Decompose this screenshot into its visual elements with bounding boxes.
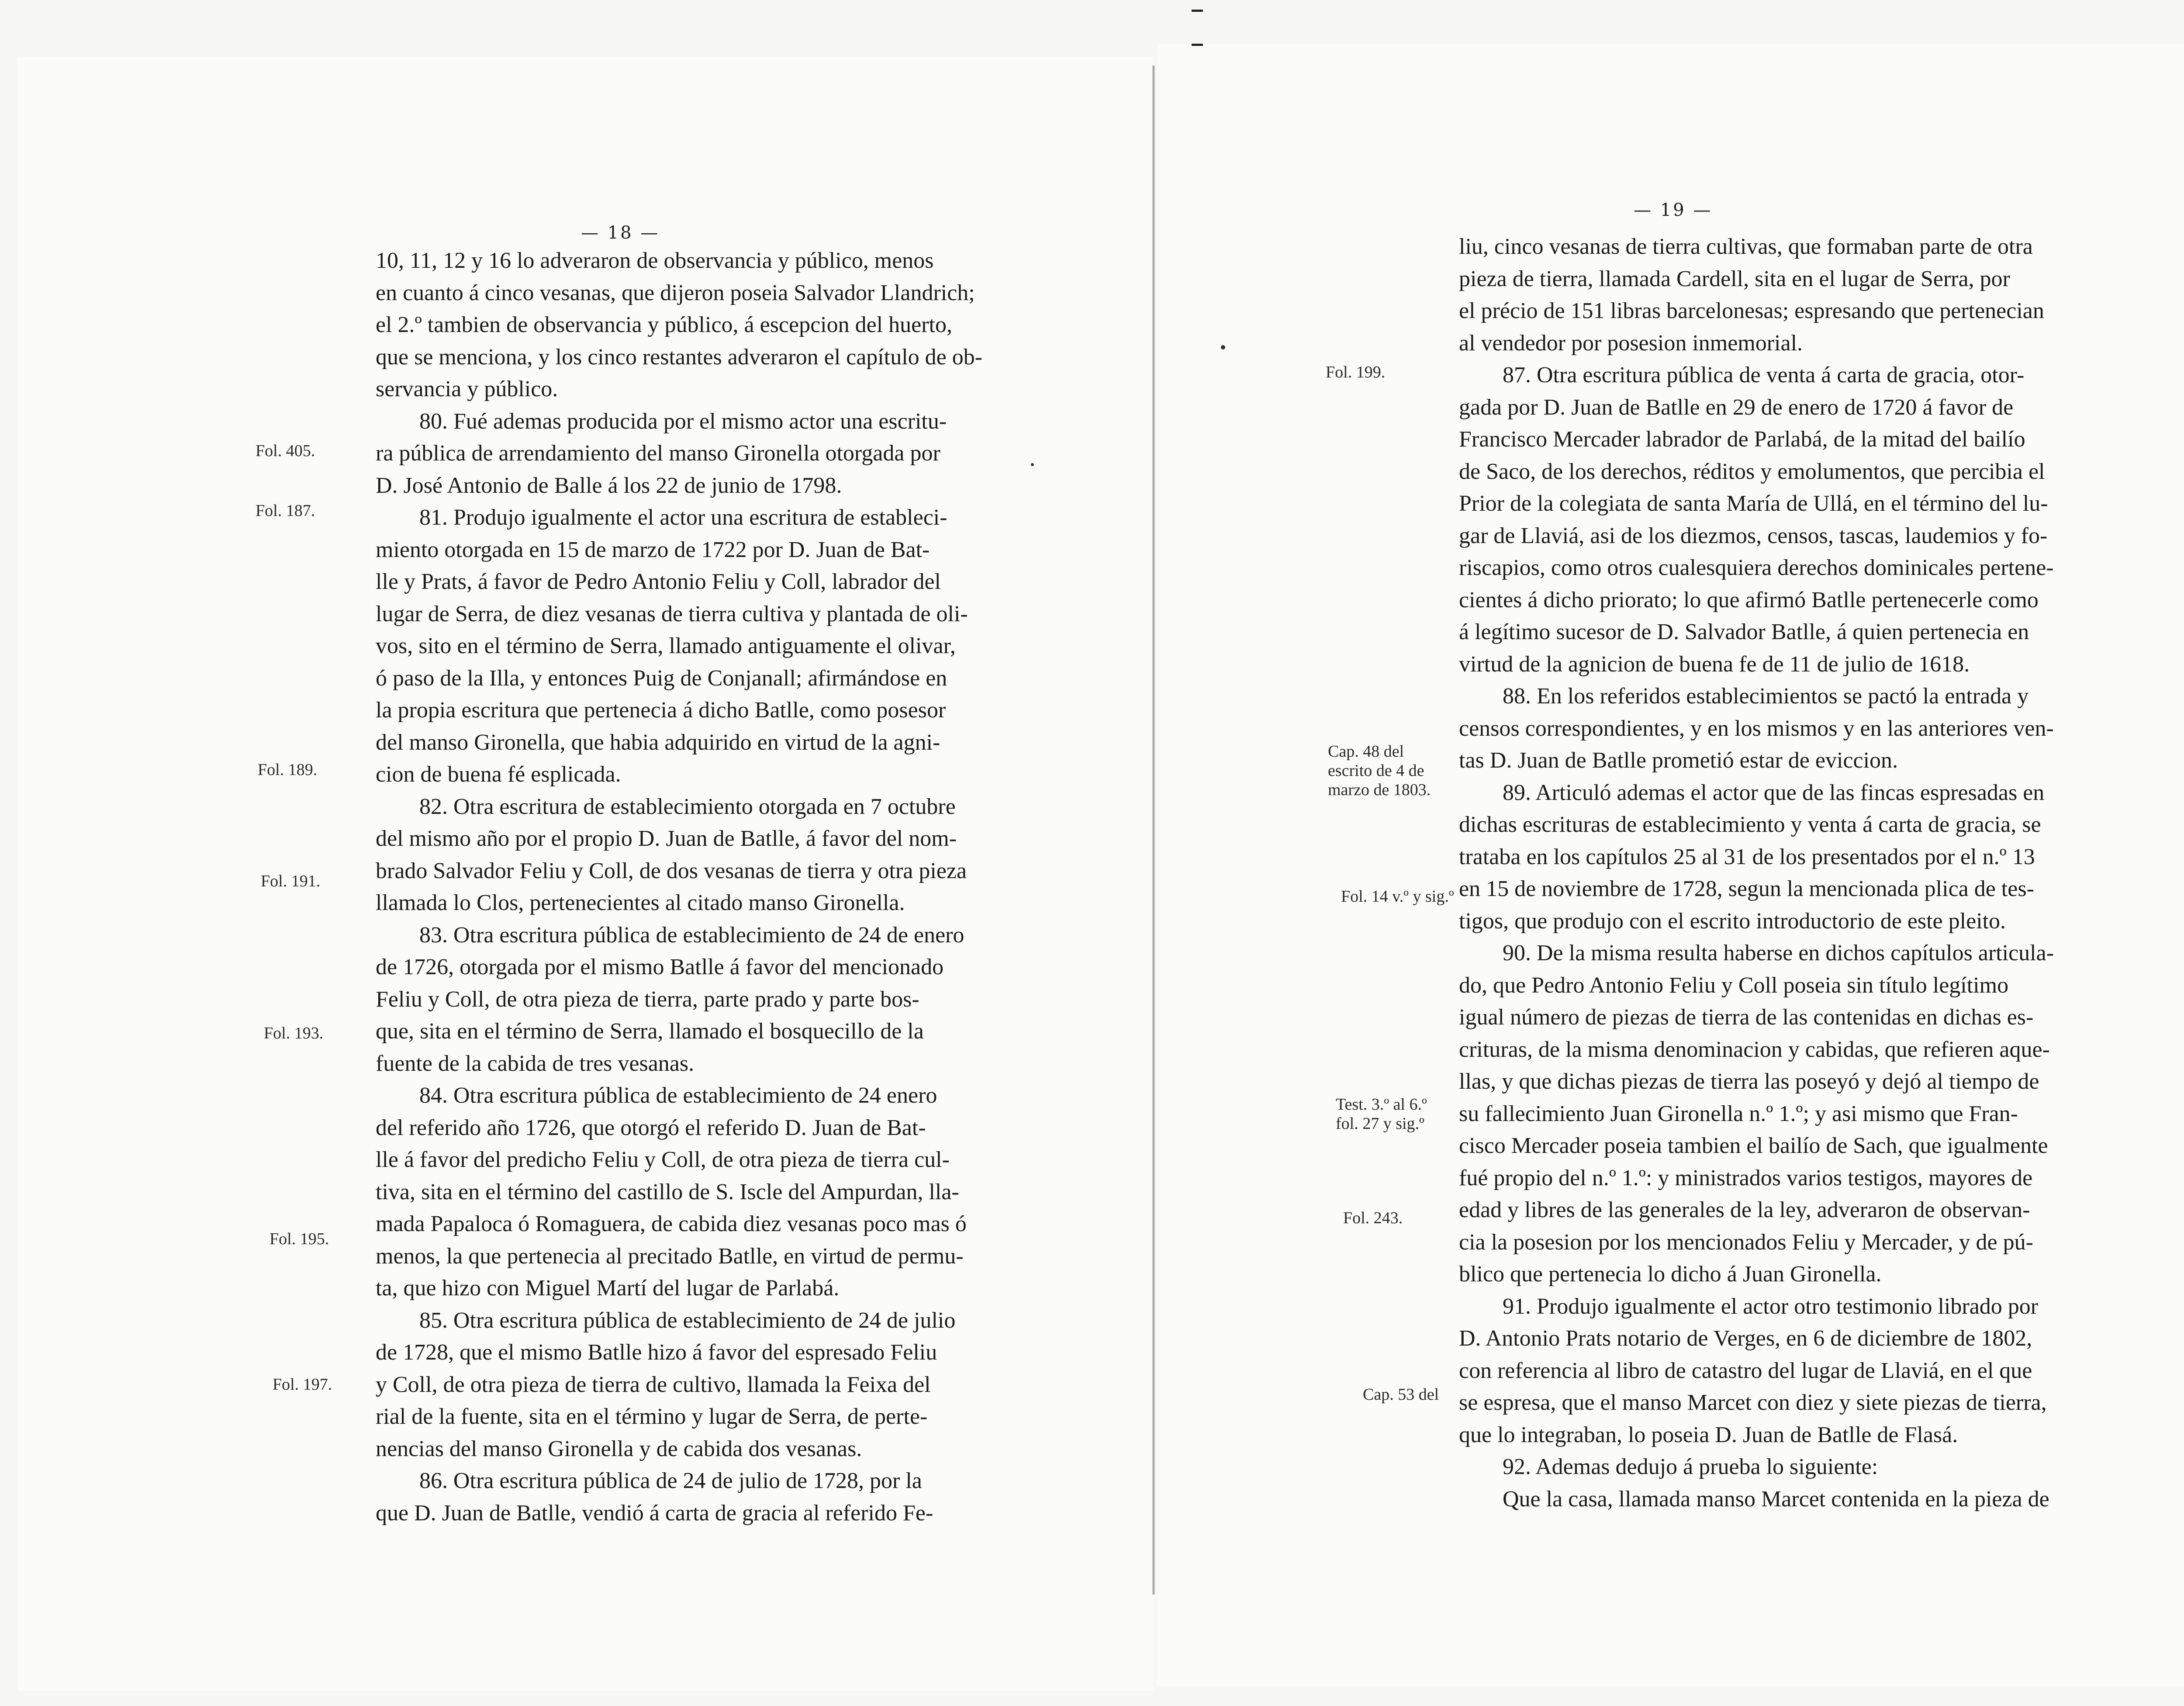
text-line: la propia escritura que pertenecia á dicho Batlle, como posesor [376, 698, 946, 723]
text-line: 85. Otra escritura pública de establecimiento de 24 de julio [419, 1308, 956, 1333]
left-page-body [376, 245, 1013, 1529]
margin-note: Fol. 14 v.º y sig.º [1341, 887, 1454, 906]
text-line: y Coll, de otra pieza de tierra de cultivo, llamada la Feixa del [376, 1372, 931, 1397]
right-page-number: — 19 — [1634, 200, 1713, 220]
text-line: que, sita en el término de Serra, llamado el bosquecillo de la [376, 1019, 924, 1044]
text-line: se espresa, que el manso Marcet con diez y siete piezas de tierra, [1459, 1390, 2047, 1415]
text-line: virtud de la agnicion de buena fe de 11 de julio de 1618. [1459, 651, 1970, 677]
book-gutter [1152, 66, 1155, 1595]
text-line: miento otorgada en 15 de marzo de 1722 por D. Juan de Bat- [376, 537, 930, 562]
text-line: tigos, que produjo con el escrito introductorio de este pleito. [1459, 908, 2006, 934]
text-line: 81. Produjo igualmente el actor una escritura de estableci- [419, 505, 947, 530]
text-line: rial de la fuente, sita en el término y lugar de Serra, de perte- [376, 1404, 928, 1429]
text-line: censos correspondientes, y en los mismos y en las anteriores ven- [1459, 716, 2054, 741]
text-line: servancia y público. [376, 377, 558, 401]
text-line: 89. Articuló ademas el actor que de las fincas espresadas en [1503, 780, 2045, 805]
margin-note: Fol. 191. [261, 872, 321, 890]
text-line: cientes á dicho priorato; lo que afirmó Batlle pertenecerle como [1459, 587, 2039, 612]
text-line: lle á favor del predicho Feliu y Coll, de otra pieza de tierra cul- [376, 1147, 950, 1172]
text-line: edad y libres de las generales de la ley, adveraron de observan- [1459, 1197, 2030, 1222]
text-line: 86. Otra escritura pública de 24 de julio de 1728, por la [419, 1468, 922, 1493]
text-line: dichas escrituras de establecimiento y venta á carta de gracia, se [1459, 812, 2041, 837]
text-line: crituras, de la misma denominacion y cabidas, que refieren aque- [1459, 1037, 2050, 1062]
text-line: brado Salvador Feliu y Coll, de dos vesanas de tierra y otra pieza [376, 858, 967, 883]
text-line: fué propio del n.º 1.º: y ministrados varios testigos, mayores de [1459, 1165, 2033, 1190]
text-line: ra pública de arrendamiento del manso Gironella otorgada por [376, 441, 940, 466]
text-line: gada por D. Juan de Batlle en 29 de enero de 1720 á favor de [1459, 394, 2014, 420]
speck [1221, 345, 1225, 350]
text-line: del manso Gironella, que habia adquirido en virtud de la agni- [376, 730, 940, 755]
text-line: el 2.º tambien de observancia y público, á escepcion del huerto, [376, 312, 952, 337]
text-line: riscapios, como otros cualesquiera derechos dominicales pertene- [1459, 555, 2054, 580]
text-line: del referido año 1726, que otorgó el referido D. Juan de Bat- [376, 1115, 926, 1140]
text-line: 91. Produjo igualmente el actor otro testimonio librado por [1503, 1294, 2039, 1319]
text-line: su fallecimiento Juan Gironella n.º 1.º; y asi mismo que Fran- [1459, 1101, 2018, 1126]
text-line: 88. En los referidos establecimientos se pactó la entrada y [1503, 684, 2029, 709]
text-line: lle y Prats, á favor de Pedro Antonio Feliu y Coll, labrador del [376, 569, 941, 594]
text-line: Feliu y Coll, de otra pieza de tierra, parte prado y parte bos- [376, 986, 919, 1012]
margin-note: Fol. 195. [270, 1230, 329, 1248]
text-line: del mismo año por el propio D. Juan de Batlle, á favor del nom- [376, 826, 957, 851]
text-line: que lo integraban, lo poseia D. Juan de Batlle de Flasá. [1459, 1422, 1958, 1447]
text-line: que D. Juan de Batlle, vendió á carta de gracia al referido Fe- [376, 1500, 933, 1526]
text-line: cion de buena fé esplicada. [376, 762, 621, 787]
top-mark-2 [1192, 44, 1203, 46]
text-line: vos, sito en el término de Serra, llamado antiguamente el olivar, [376, 633, 956, 658]
text-line: de Saco, de los derechos, réditos y emolumentos, que percibia el [1459, 459, 2045, 484]
text-line: fuente de la cabida de tres vesanas. [376, 1051, 695, 1076]
text-line: liu, cinco vesanas de tierra cultivas, que formaban parte de otra [1459, 234, 2033, 259]
margin-note: Cap. 48 del escrito de 4 de marzo de 1803. [1328, 742, 1431, 799]
text-line: lugar de Serra, de diez vesanas de tierra cultiva y plantada de oli- [376, 601, 968, 626]
margin-note: Cap. 53 del [1363, 1385, 1439, 1404]
text-line: cisco Mercader poseia tambien el bailío de Sach, que igualmente [1459, 1133, 2048, 1158]
text-line: con referencia al libro de catastro del lugar de Llaviá, en el que [1459, 1358, 2032, 1383]
text-line: nencias del manso Gironella y de cabida dos vesanas. [376, 1436, 862, 1461]
text-line: tas D. Juan de Batlle prometió estar de eviccion. [1459, 748, 1898, 773]
text-line: D. José Antonio de Balle á los 22 de junio de 1798. [376, 473, 842, 498]
text-line: gar de Llaviá, asi de los diezmos, censos, tascas, laudemios y fo- [1459, 523, 2048, 548]
margin-note: Fol. 193. [264, 1024, 324, 1042]
right-page-body [1459, 231, 2092, 1515]
text-line: ta, que hizo con Miguel Martí del lugar de Parlabá. [376, 1276, 840, 1301]
left-page-number: — 18 — [581, 223, 660, 243]
text-line: cia la posesion por los mencionados Feliu y Mercader, y de pú- [1459, 1229, 2033, 1255]
text-line: igual número de piezas de tierra de las contenidas en dichas es- [1459, 1005, 2034, 1030]
text-line: menos, la que pertenecia al precitado Batlle, en virtud de permu- [376, 1243, 964, 1269]
text-line: al vendedor por posesion inmemorial. [1459, 330, 1803, 356]
text-line: 92. Ademas dedujo á prueba lo siguiente: [1503, 1454, 1878, 1479]
text-line: de 1726, otorgada por el mismo Batlle á favor del mencionado [376, 955, 944, 979]
text-line: do, que Pedro Antonio Feliu y Coll poseia sin título legítimo [1459, 972, 2009, 998]
text-line: 84. Otra escritura pública de establecimiento de 24 enero [419, 1083, 937, 1108]
text-line: D. Antonio Prats notario de Verges, en 6 de diciembre de 1802, [1459, 1326, 2032, 1351]
text-line: Que la casa, llamada manso Marcet contenida en la pieza de [1503, 1486, 2049, 1512]
margin-note: Fol. 243. [1343, 1209, 1403, 1227]
text-line: pieza de tierra, llamada Cardell, sita en el lugar de Serra, por [1459, 266, 2010, 291]
text-line: trataba en los capítulos 25 al 31 de los presentados por el n.º 13 [1459, 844, 2035, 869]
text-line: 87. Otra escritura pública de venta á carta de gracia, otor- [1503, 363, 2025, 388]
text-line: tiva, sita en el término del castillo de S. Iscle del Ampurdan, lla- [376, 1179, 959, 1204]
margin-note: Fol. 197. [273, 1375, 332, 1394]
margin-note: Fol. 187. [256, 502, 315, 520]
text-line: en 15 de noviembre de 1728, segun la mencionada plica de tes- [1459, 876, 2034, 901]
text-line: 90. De la misma resulta haberse en dichos capítulos articula- [1503, 941, 2054, 965]
text-line: 83. Otra escritura pública de establecimiento de 24 de enero [419, 922, 964, 948]
text-line: á legítimo sucesor de D. Salvador Batlle, á quien pertenecia en [1459, 619, 2029, 644]
text-line: blico que pertenecia lo dicho á Juan Gironella. [1459, 1262, 1882, 1287]
margin-note: Fol. 405. [256, 442, 315, 460]
text-line: mada Papaloca ó Romaguera, de cabida diez vesanas poco mas ó [376, 1211, 967, 1236]
text-line: Prior de la colegiata de santa María de Ullá, en el término del lu- [1459, 491, 2048, 516]
text-line: 10, 11, 12 y 16 lo adveraron de observancia y público, menos [376, 248, 934, 273]
margin-note: Fol. 199. [1326, 363, 1386, 381]
text-line: Francisco Mercader labrador de Parlabá, de la mitad del bailío [1459, 427, 2025, 452]
text-line: en cuanto á cinco vesanas, que dijeron poseia Salvador Llandrich; [376, 280, 975, 305]
speck-2 [1031, 463, 1034, 466]
text-line: que se menciona, y los cinco restantes adveraron el capítulo de ob- [376, 344, 983, 370]
top-mark [1192, 10, 1203, 12]
text-line: llas, y que dichas piezas de tierra las poseyó y dejó al tiempo de [1459, 1069, 2039, 1094]
margin-note: Test. 3.º al 6.º fol. 27 y sig.º [1336, 1095, 1427, 1133]
text-line: llamada lo Clos, pertenecientes al citado manso Gironella. [376, 890, 905, 915]
margin-note: Fol. 189. [258, 761, 318, 779]
text-line: 80. Fué ademas producida por el mismo actor una escritu- [419, 408, 947, 434]
text-line: el précio de 151 libras barcelonesas; espresando que pertenecian [1459, 298, 2044, 323]
text-line: ó paso de la Illa, y entonces Puig de Conjanall; afirmándose en [376, 665, 947, 691]
text-line: de 1728, que el mismo Batlle hizo á favor del espresado Feliu [376, 1340, 937, 1365]
text-line: 82. Otra escritura de establecimiento otorgada en 7 octubre [419, 794, 956, 819]
